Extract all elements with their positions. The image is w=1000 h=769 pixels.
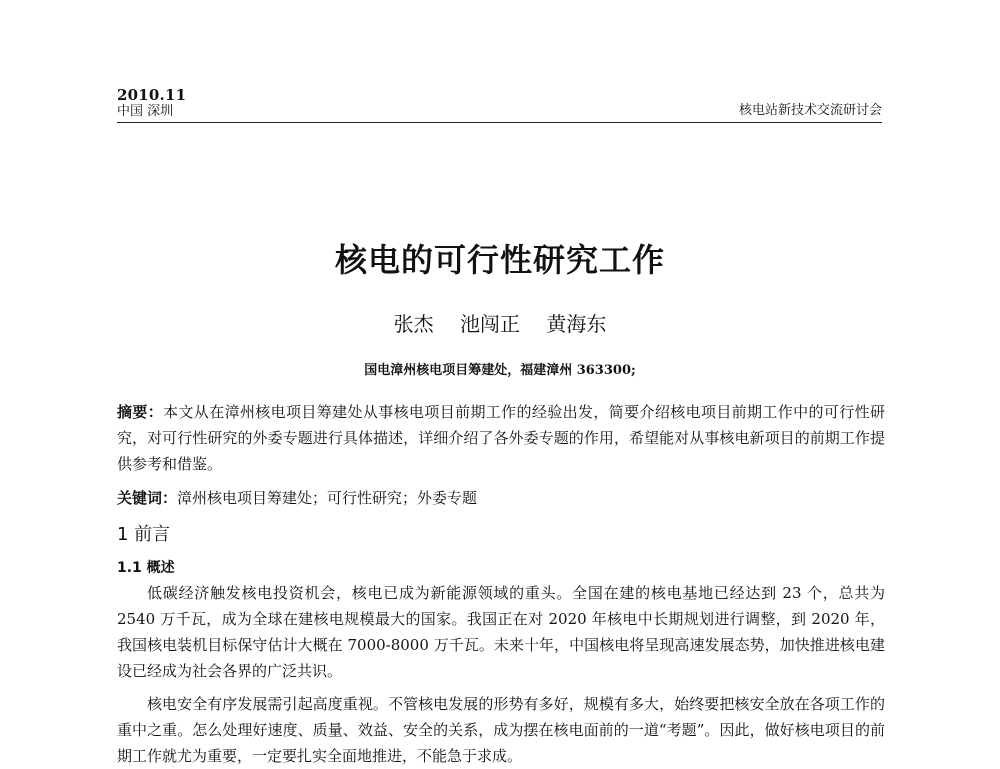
author-2: 池闯正: [460, 312, 520, 336]
author-1: 张杰: [393, 312, 434, 336]
author-3: 黄海东: [546, 312, 607, 336]
header-place: 中国 深圳: [117, 104, 174, 119]
running-header-left: [117, 86, 317, 120]
keywords-text: 漳州核电项目筹建处；可行性研究；外委专题: [177, 489, 478, 507]
affiliation: 国电漳州核电项目筹建处，福建漳州 363300;: [364, 363, 636, 378]
abstract-text: 本文从在漳州核电项目筹建处从事核电项目前期工作的经验出发，简要介绍核电项目前期工作中的可行性研究，对可行性研究的外委专题进行具体描述，详细介绍了各外委专题的作用，希望能对从事核电新项目的前期工作提供参考和借鉴。: [117, 403, 885, 473]
keywords-label: 关键词：: [117, 489, 178, 507]
header-conference: 核电站新技术交流研讨会: [738, 103, 882, 118]
header-rule: [117, 122, 882, 123]
abstract: [117, 399, 885, 477]
author-list: [0, 311, 1000, 337]
paper-title: 核电的可行性研究工作: [334, 241, 665, 279]
body-paragraph-2: 核电安全有序发展需引起高度重视。不管核电发展的形势有多好，规模有多大，始终要把核安全放在各项工作的重中之重。怎么处理好速度、质量、效益、安全的关系，成为摆在核电面前的一道“考题”。因此，做好核电项目的前期工作就尤为重要，一定要扎实全面地推进，不能急于求成。: [117, 695, 885, 765]
keywords: [117, 485, 885, 511]
section-heading-1-1: 1.1 概述: [117, 560, 175, 576]
section-heading-1: 1 前言: [117, 524, 171, 545]
body-paragraph-1: 低碳经济触发核电投资机会，核电已成为新能源领域的重头。全国在建的核电基地已经达到 23 个，总共为 2540 万千瓦，成为全球在建核电规模最大的国家。我国正在对 2020 年核电中长期规划进行调整，到 2020 年，我国核电装机目标保守估计大概在 7000-8000 万千瓦。未来十年，中国核电将呈现高速发展态势，加快推进核电建设已经成为社会各界的广泛共识。: [117, 584, 885, 680]
abstract-label: 摘要：: [117, 403, 164, 421]
header-date: 2010.11: [117, 86, 187, 104]
